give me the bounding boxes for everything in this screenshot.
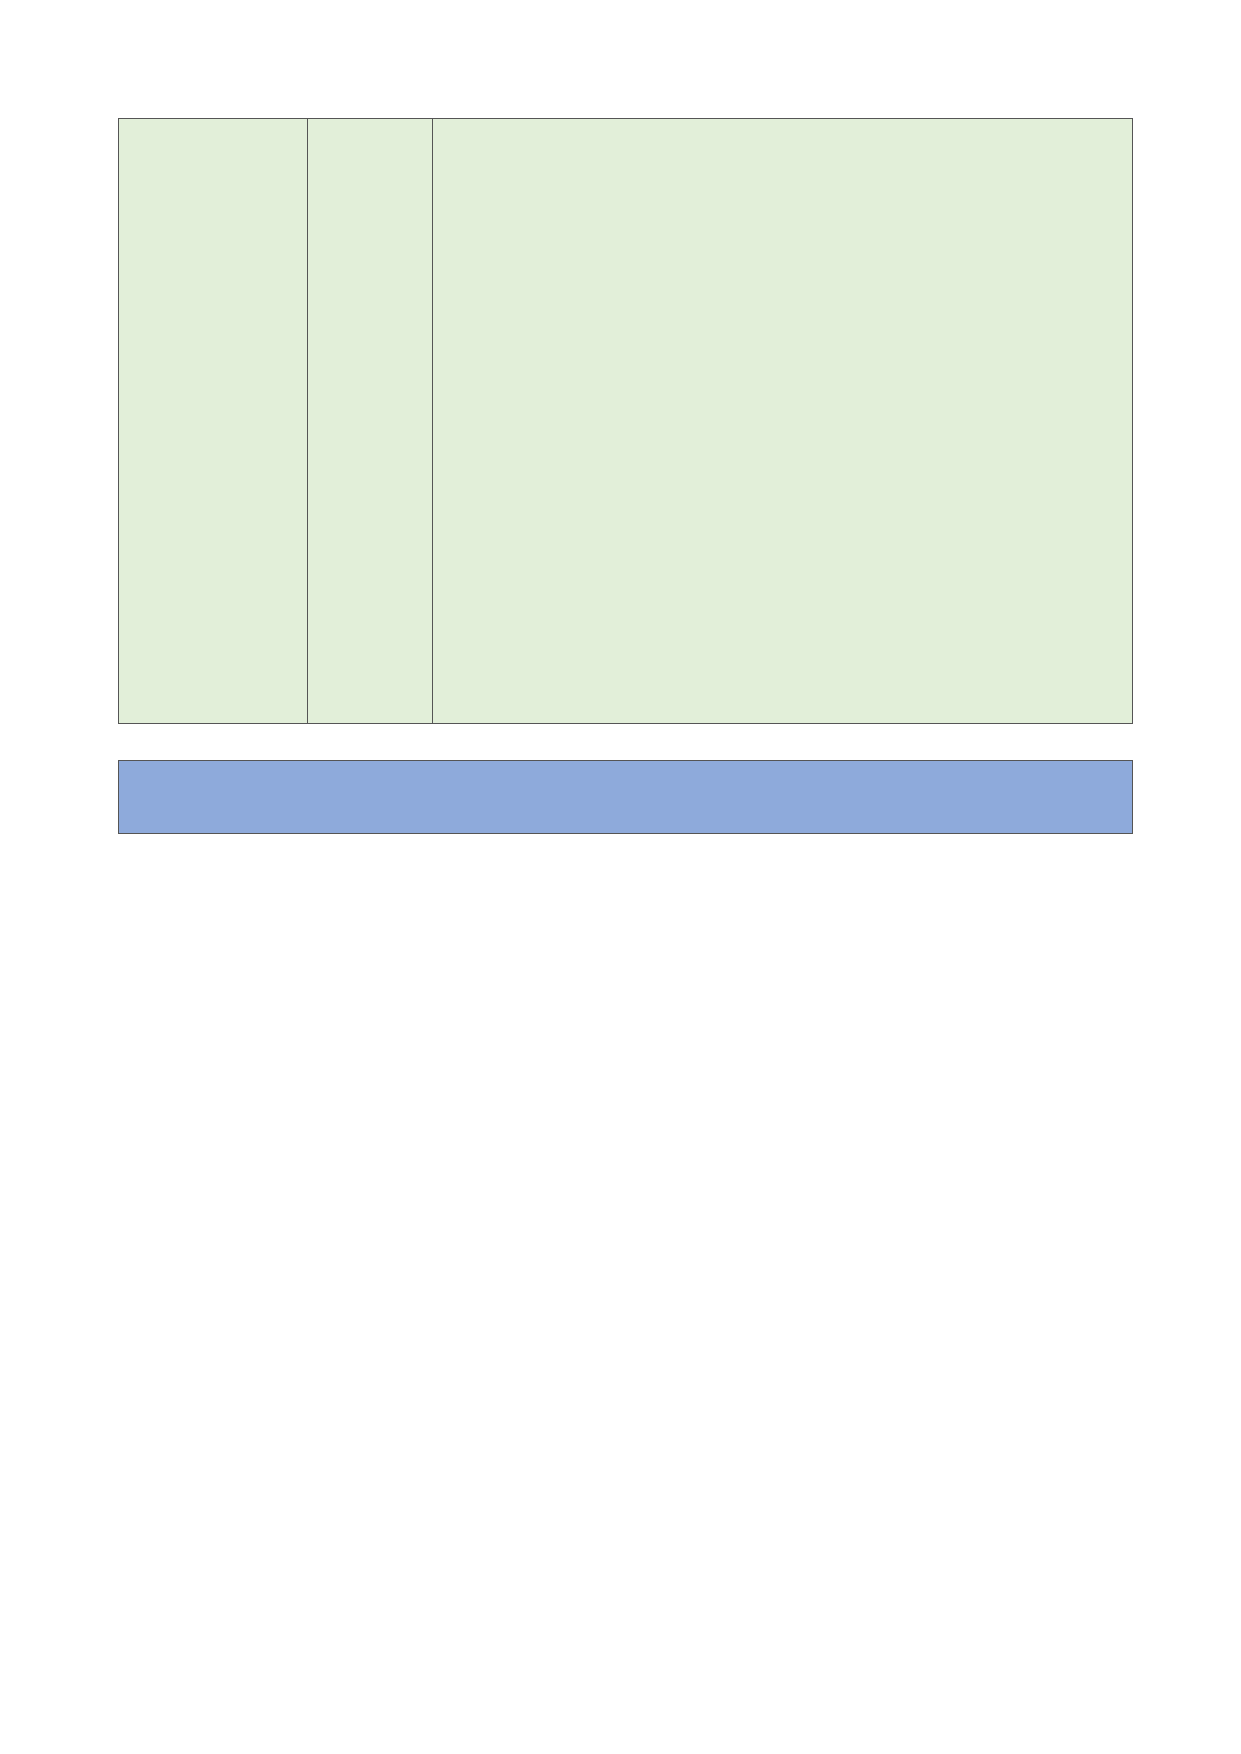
top-continuation-table bbox=[118, 118, 1133, 724]
top-dept-cell bbox=[308, 119, 433, 724]
top-item-cell bbox=[119, 119, 308, 724]
section-2-heading bbox=[119, 761, 1133, 834]
top-content-cell bbox=[433, 119, 1133, 724]
section-2-table bbox=[118, 760, 1133, 834]
